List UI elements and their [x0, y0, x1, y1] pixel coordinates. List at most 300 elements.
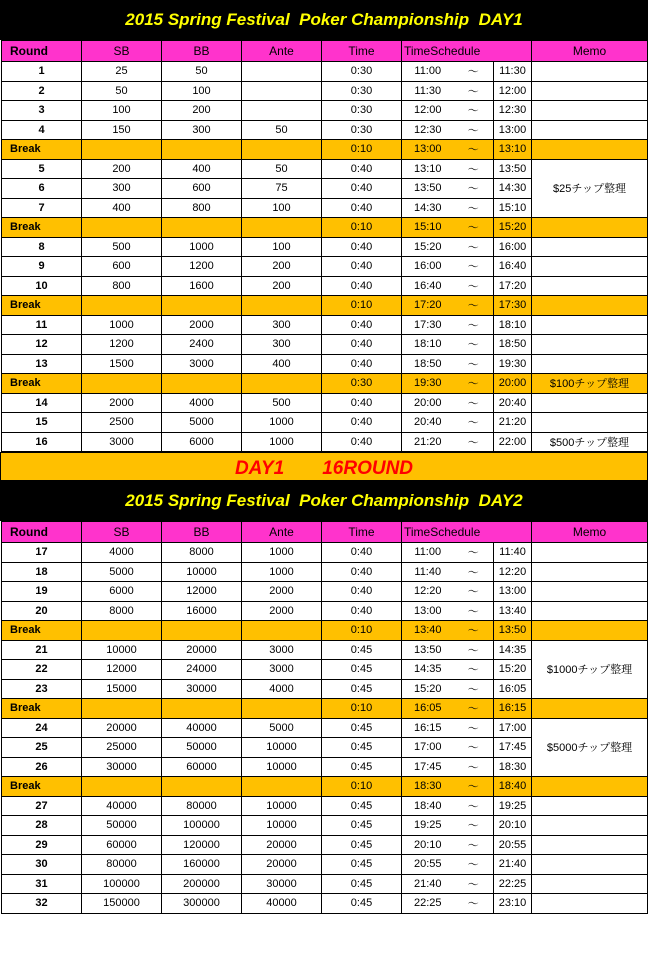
header-time: Time — [322, 41, 402, 62]
day2-schedule-table — [1, 521, 648, 914]
end-time-cell: 13:00 — [494, 582, 532, 602]
end-time-cell: 14:30 — [494, 179, 532, 199]
memo-cell — [532, 101, 648, 121]
sb-cell — [82, 621, 162, 641]
round-cell: Break — [2, 621, 82, 641]
memo-cell — [532, 276, 648, 296]
tilde-separator: ～ — [454, 374, 494, 394]
bb-cell: 10000 — [162, 562, 242, 582]
bb-cell — [162, 699, 242, 719]
sb-cell: 3000 — [82, 432, 162, 452]
time-cell: 0:40 — [322, 413, 402, 433]
bb-cell: 2000 — [162, 315, 242, 335]
end-time-cell: 18:30 — [494, 757, 532, 777]
round-row — [2, 120, 648, 140]
sb-cell: 800 — [82, 276, 162, 296]
header-round: Round — [2, 41, 82, 62]
round-cell: Break — [2, 296, 82, 316]
tilde-separator: ～ — [454, 432, 494, 452]
sb-cell: 200 — [82, 159, 162, 179]
ante-cell: 10000 — [242, 738, 322, 758]
tilde-separator: ～ — [454, 237, 494, 257]
time-cell: 0:30 — [322, 374, 402, 394]
ante-cell — [242, 699, 322, 719]
bb-cell: 800 — [162, 198, 242, 218]
memo-cell — [532, 699, 648, 719]
tilde-separator: ～ — [454, 101, 494, 121]
end-time-cell: 15:10 — [494, 198, 532, 218]
round-cell: 23 — [2, 679, 82, 699]
end-time-cell: 21:20 — [494, 413, 532, 433]
time-cell: 0:45 — [322, 679, 402, 699]
end-time-cell: 22:25 — [494, 874, 532, 894]
tilde-separator: ～ — [454, 621, 494, 641]
header-bb: BB — [162, 522, 242, 543]
start-time-cell: 14:30 — [402, 198, 454, 218]
sb-cell: 15000 — [82, 679, 162, 699]
tilde-separator: ～ — [454, 81, 494, 101]
sb-cell: 25000 — [82, 738, 162, 758]
start-time-cell: 20:55 — [402, 855, 454, 875]
round-cell: 1 — [2, 62, 82, 82]
start-time-cell: 15:10 — [402, 218, 454, 238]
bb-cell: 200 — [162, 101, 242, 121]
header-time: Time — [322, 522, 402, 543]
bb-cell — [162, 777, 242, 797]
tilde-separator: ～ — [454, 354, 494, 374]
start-time-cell: 21:20 — [402, 432, 454, 452]
sb-cell: 6000 — [82, 582, 162, 602]
round-row — [2, 62, 648, 82]
bb-cell: 50 — [162, 62, 242, 82]
memo-cell — [532, 894, 648, 914]
round-cell: 29 — [2, 835, 82, 855]
bb-cell: 1000 — [162, 237, 242, 257]
end-time-cell: 16:40 — [494, 257, 532, 277]
ante-cell: 50 — [242, 120, 322, 140]
ante-cell: 100 — [242, 237, 322, 257]
ante-cell: 2000 — [242, 582, 322, 602]
ante-cell: 75 — [242, 179, 322, 199]
header-sb: SB — [82, 522, 162, 543]
end-time-cell: 21:40 — [494, 855, 532, 875]
bb-cell: 400 — [162, 159, 242, 179]
memo-cell — [532, 393, 648, 413]
tilde-separator: ～ — [454, 738, 494, 758]
end-time-cell: 18:50 — [494, 335, 532, 355]
bb-cell: 20000 — [162, 640, 242, 660]
tilde-separator: ～ — [454, 777, 494, 797]
tilde-separator: ～ — [454, 218, 494, 238]
memo-cell — [532, 140, 648, 160]
ante-cell — [242, 62, 322, 82]
header-ante: Ante — [242, 522, 322, 543]
end-time-cell: 13:50 — [494, 159, 532, 179]
sb-cell: 50 — [82, 81, 162, 101]
sb-cell: 1000 — [82, 315, 162, 335]
time-cell: 0:10 — [322, 699, 402, 719]
memo-cell — [532, 796, 648, 816]
tilde-separator: ～ — [454, 601, 494, 621]
sb-cell: 50000 — [82, 816, 162, 836]
round-cell: 16 — [2, 432, 82, 452]
ante-cell: 500 — [242, 393, 322, 413]
ante-cell: 20000 — [242, 835, 322, 855]
time-cell: 0:45 — [322, 894, 402, 914]
header-round: Round — [2, 522, 82, 543]
time-cell: 0:45 — [322, 757, 402, 777]
start-time-cell: 20:10 — [402, 835, 454, 855]
start-time-cell: 22:25 — [402, 894, 454, 914]
tilde-separator: ～ — [454, 393, 494, 413]
ante-cell: 5000 — [242, 718, 322, 738]
bb-cell: 3000 — [162, 354, 242, 374]
time-cell: 0:40 — [322, 179, 402, 199]
tilde-separator: ～ — [454, 640, 494, 660]
time-cell: 0:40 — [322, 315, 402, 335]
end-time-cell: 13:40 — [494, 601, 532, 621]
round-row — [2, 257, 648, 277]
memo-cell — [532, 777, 648, 797]
sb-cell: 100 — [82, 101, 162, 121]
memo-cell — [532, 237, 648, 257]
memo-cell — [532, 621, 648, 641]
start-time-cell: 12:00 — [402, 101, 454, 121]
start-time-cell: 17:45 — [402, 757, 454, 777]
memo-cell — [532, 582, 648, 602]
sb-cell: 5000 — [82, 562, 162, 582]
bb-cell: 120000 — [162, 835, 242, 855]
end-time-cell: 17:45 — [494, 738, 532, 758]
round-cell: 14 — [2, 393, 82, 413]
end-time-cell: 11:30 — [494, 62, 532, 82]
round-row — [2, 413, 648, 433]
time-cell: 0:40 — [322, 543, 402, 563]
sb-cell: 500 — [82, 237, 162, 257]
break-row — [2, 296, 648, 316]
end-time-cell: 19:30 — [494, 354, 532, 374]
memo-cell — [532, 62, 648, 82]
start-time-cell: 12:20 — [402, 582, 454, 602]
bb-cell: 100 — [162, 81, 242, 101]
memo-cell — [532, 354, 648, 374]
round-row — [2, 816, 648, 836]
round-row — [2, 582, 648, 602]
time-cell: 0:45 — [322, 855, 402, 875]
round-row — [2, 315, 648, 335]
sb-cell: 600 — [82, 257, 162, 277]
memo-cell — [532, 296, 648, 316]
end-time-cell: 17:00 — [494, 718, 532, 738]
round-cell: Break — [2, 218, 82, 238]
tilde-separator: ～ — [454, 679, 494, 699]
tilde-separator: ～ — [454, 179, 494, 199]
bb-cell: 80000 — [162, 796, 242, 816]
end-time-cell: 14:35 — [494, 640, 532, 660]
sb-cell: 40000 — [82, 796, 162, 816]
round-cell: 8 — [2, 237, 82, 257]
sb-cell: 8000 — [82, 601, 162, 621]
time-cell: 0:45 — [322, 640, 402, 660]
header-ante: Ante — [242, 41, 322, 62]
start-time-cell: 13:00 — [402, 601, 454, 621]
end-time-cell: 22:00 — [494, 432, 532, 452]
bb-cell: 2400 — [162, 335, 242, 355]
memo-cell — [532, 315, 648, 335]
ante-cell: 20000 — [242, 855, 322, 875]
sb-cell: 2000 — [82, 393, 162, 413]
memo-cell — [532, 335, 648, 355]
end-time-cell: 16:15 — [494, 699, 532, 719]
header-row — [2, 41, 648, 62]
round-row — [2, 543, 648, 563]
tilde-separator: ～ — [454, 140, 494, 160]
sb-cell: 300 — [82, 179, 162, 199]
round-cell: Break — [2, 374, 82, 394]
day1-summary: DAY1 16ROUND — [234, 458, 414, 479]
round-cell: 17 — [2, 543, 82, 563]
sb-cell: 150 — [82, 120, 162, 140]
memo-cell — [532, 81, 648, 101]
memo-cell — [532, 120, 648, 140]
sb-cell: 100000 — [82, 874, 162, 894]
day1-title: 2015 Spring Festival Poker Championship DAY1 — [125, 9, 523, 29]
bb-cell: 1200 — [162, 257, 242, 277]
ante-cell — [242, 81, 322, 101]
time-cell: 0:30 — [322, 81, 402, 101]
round-cell: 30 — [2, 855, 82, 875]
header-time-schedule: TimeSchedule — [402, 522, 532, 543]
ante-cell: 10000 — [242, 796, 322, 816]
bb-cell: 24000 — [162, 660, 242, 680]
time-cell: 0:40 — [322, 582, 402, 602]
start-time-cell: 18:50 — [402, 354, 454, 374]
ante-cell: 200 — [242, 276, 322, 296]
bb-cell: 1600 — [162, 276, 242, 296]
sb-cell: 2500 — [82, 413, 162, 433]
ante-cell: 30000 — [242, 874, 322, 894]
memo-cell — [532, 855, 648, 875]
memo-cell — [532, 562, 648, 582]
sb-cell: 1200 — [82, 335, 162, 355]
round-cell: 19 — [2, 582, 82, 602]
ante-cell — [242, 218, 322, 238]
sb-cell: 60000 — [82, 835, 162, 855]
start-time-cell: 18:10 — [402, 335, 454, 355]
break-row — [2, 374, 648, 394]
round-cell: Break — [2, 140, 82, 160]
ante-cell: 40000 — [242, 894, 322, 914]
start-time-cell: 13:40 — [402, 621, 454, 641]
memo-cell — [532, 257, 648, 277]
ante-cell: 300 — [242, 315, 322, 335]
end-time-cell: 23:10 — [494, 894, 532, 914]
end-time-cell: 20:00 — [494, 374, 532, 394]
tilde-separator: ～ — [454, 257, 494, 277]
end-time-cell: 15:20 — [494, 660, 532, 680]
round-cell: 2 — [2, 81, 82, 101]
tilde-separator: ～ — [454, 276, 494, 296]
tilde-separator: ～ — [454, 816, 494, 836]
round-row — [2, 796, 648, 816]
bb-cell: 16000 — [162, 601, 242, 621]
bb-cell: 4000 — [162, 393, 242, 413]
bb-cell: 300000 — [162, 894, 242, 914]
bb-cell: 100000 — [162, 816, 242, 836]
end-time-cell: 13:00 — [494, 120, 532, 140]
round-row — [2, 393, 648, 413]
bb-cell: 200000 — [162, 874, 242, 894]
time-cell: 0:45 — [322, 796, 402, 816]
tilde-separator: ～ — [454, 562, 494, 582]
memo-cell: $25チップ整理 — [532, 159, 648, 218]
sb-cell — [82, 374, 162, 394]
day2-title-bar — [0, 481, 648, 521]
tilde-separator: ～ — [454, 543, 494, 563]
time-cell: 0:40 — [322, 198, 402, 218]
ante-cell: 10000 — [242, 816, 322, 836]
end-time-cell: 20:55 — [494, 835, 532, 855]
round-cell: Break — [2, 777, 82, 797]
start-time-cell: 13:00 — [402, 140, 454, 160]
start-time-cell: 11:30 — [402, 81, 454, 101]
ante-cell: 4000 — [242, 679, 322, 699]
round-cell: 11 — [2, 315, 82, 335]
end-time-cell: 20:40 — [494, 393, 532, 413]
day1-title-bar — [0, 0, 648, 40]
memo-cell: $500チップ整理 — [532, 432, 648, 452]
ante-cell — [242, 296, 322, 316]
time-cell: 0:40 — [322, 237, 402, 257]
time-cell: 0:30 — [322, 62, 402, 82]
time-cell: 0:40 — [322, 335, 402, 355]
ante-cell — [242, 621, 322, 641]
bb-cell: 6000 — [162, 432, 242, 452]
header-memo: Memo — [532, 522, 648, 543]
ante-cell — [242, 374, 322, 394]
sb-cell — [82, 296, 162, 316]
end-time-cell: 17:30 — [494, 296, 532, 316]
start-time-cell: 16:00 — [402, 257, 454, 277]
start-time-cell: 20:40 — [402, 413, 454, 433]
sb-cell — [82, 777, 162, 797]
time-cell: 0:40 — [322, 276, 402, 296]
time-cell: 0:40 — [322, 257, 402, 277]
tilde-separator: ～ — [454, 335, 494, 355]
tilde-separator: ～ — [454, 874, 494, 894]
round-row — [2, 601, 648, 621]
end-time-cell: 12:20 — [494, 562, 532, 582]
start-time-cell: 20:00 — [402, 393, 454, 413]
tilde-separator: ～ — [454, 835, 494, 855]
end-time-cell: 18:10 — [494, 315, 532, 335]
round-row — [2, 640, 648, 660]
day1-schedule-table — [1, 40, 648, 452]
round-row — [2, 237, 648, 257]
memo-cell — [532, 218, 648, 238]
break-row — [2, 777, 648, 797]
header-row — [2, 522, 648, 543]
start-time-cell: 17:30 — [402, 315, 454, 335]
tilde-separator: ～ — [454, 582, 494, 602]
tilde-separator: ～ — [454, 62, 494, 82]
end-time-cell: 16:00 — [494, 237, 532, 257]
end-time-cell: 20:10 — [494, 816, 532, 836]
round-cell: 7 — [2, 198, 82, 218]
memo-cell: $100チップ整理 — [532, 374, 648, 394]
tilde-separator: ～ — [454, 198, 494, 218]
ante-cell: 1000 — [242, 432, 322, 452]
tilde-separator: ～ — [454, 159, 494, 179]
start-time-cell: 16:15 — [402, 718, 454, 738]
end-time-cell: 11:40 — [494, 543, 532, 563]
start-time-cell: 11:00 — [402, 62, 454, 82]
round-row — [2, 335, 648, 355]
start-time-cell: 21:40 — [402, 874, 454, 894]
end-time-cell: 13:50 — [494, 621, 532, 641]
start-time-cell: 13:50 — [402, 640, 454, 660]
sb-cell: 10000 — [82, 640, 162, 660]
time-cell: 0:40 — [322, 159, 402, 179]
time-cell: 0:40 — [322, 432, 402, 452]
ante-cell: 2000 — [242, 601, 322, 621]
start-time-cell: 17:00 — [402, 738, 454, 758]
ante-cell — [242, 140, 322, 160]
memo-cell — [532, 816, 648, 836]
start-time-cell: 16:05 — [402, 699, 454, 719]
sb-cell: 80000 — [82, 855, 162, 875]
end-time-cell: 15:20 — [494, 218, 532, 238]
round-row — [2, 562, 648, 582]
bb-cell: 40000 — [162, 718, 242, 738]
round-cell: 20 — [2, 601, 82, 621]
bb-cell: 12000 — [162, 582, 242, 602]
time-cell: 0:10 — [322, 218, 402, 238]
bb-cell: 60000 — [162, 757, 242, 777]
header-sb: SB — [82, 41, 162, 62]
sb-cell: 4000 — [82, 543, 162, 563]
ante-cell: 1000 — [242, 413, 322, 433]
round-cell: 26 — [2, 757, 82, 777]
bb-cell: 50000 — [162, 738, 242, 758]
sb-cell — [82, 218, 162, 238]
break-row — [2, 699, 648, 719]
sb-cell: 1500 — [82, 354, 162, 374]
round-row — [2, 81, 648, 101]
tilde-separator: ～ — [454, 413, 494, 433]
ante-cell: 50 — [242, 159, 322, 179]
round-cell: 5 — [2, 159, 82, 179]
start-time-cell: 14:35 — [402, 660, 454, 680]
header-memo: Memo — [532, 41, 648, 62]
sb-cell: 400 — [82, 198, 162, 218]
start-time-cell: 18:30 — [402, 777, 454, 797]
round-cell: 15 — [2, 413, 82, 433]
tilde-separator: ～ — [454, 296, 494, 316]
ante-cell: 100 — [242, 198, 322, 218]
memo-cell — [532, 413, 648, 433]
round-cell: 18 — [2, 562, 82, 582]
time-cell: 0:10 — [322, 621, 402, 641]
sb-cell: 150000 — [82, 894, 162, 914]
start-time-cell: 13:10 — [402, 159, 454, 179]
round-cell: 24 — [2, 718, 82, 738]
bb-cell — [162, 296, 242, 316]
time-cell: 0:10 — [322, 777, 402, 797]
round-cell: 9 — [2, 257, 82, 277]
bb-cell: 30000 — [162, 679, 242, 699]
tilde-separator: ～ — [454, 796, 494, 816]
